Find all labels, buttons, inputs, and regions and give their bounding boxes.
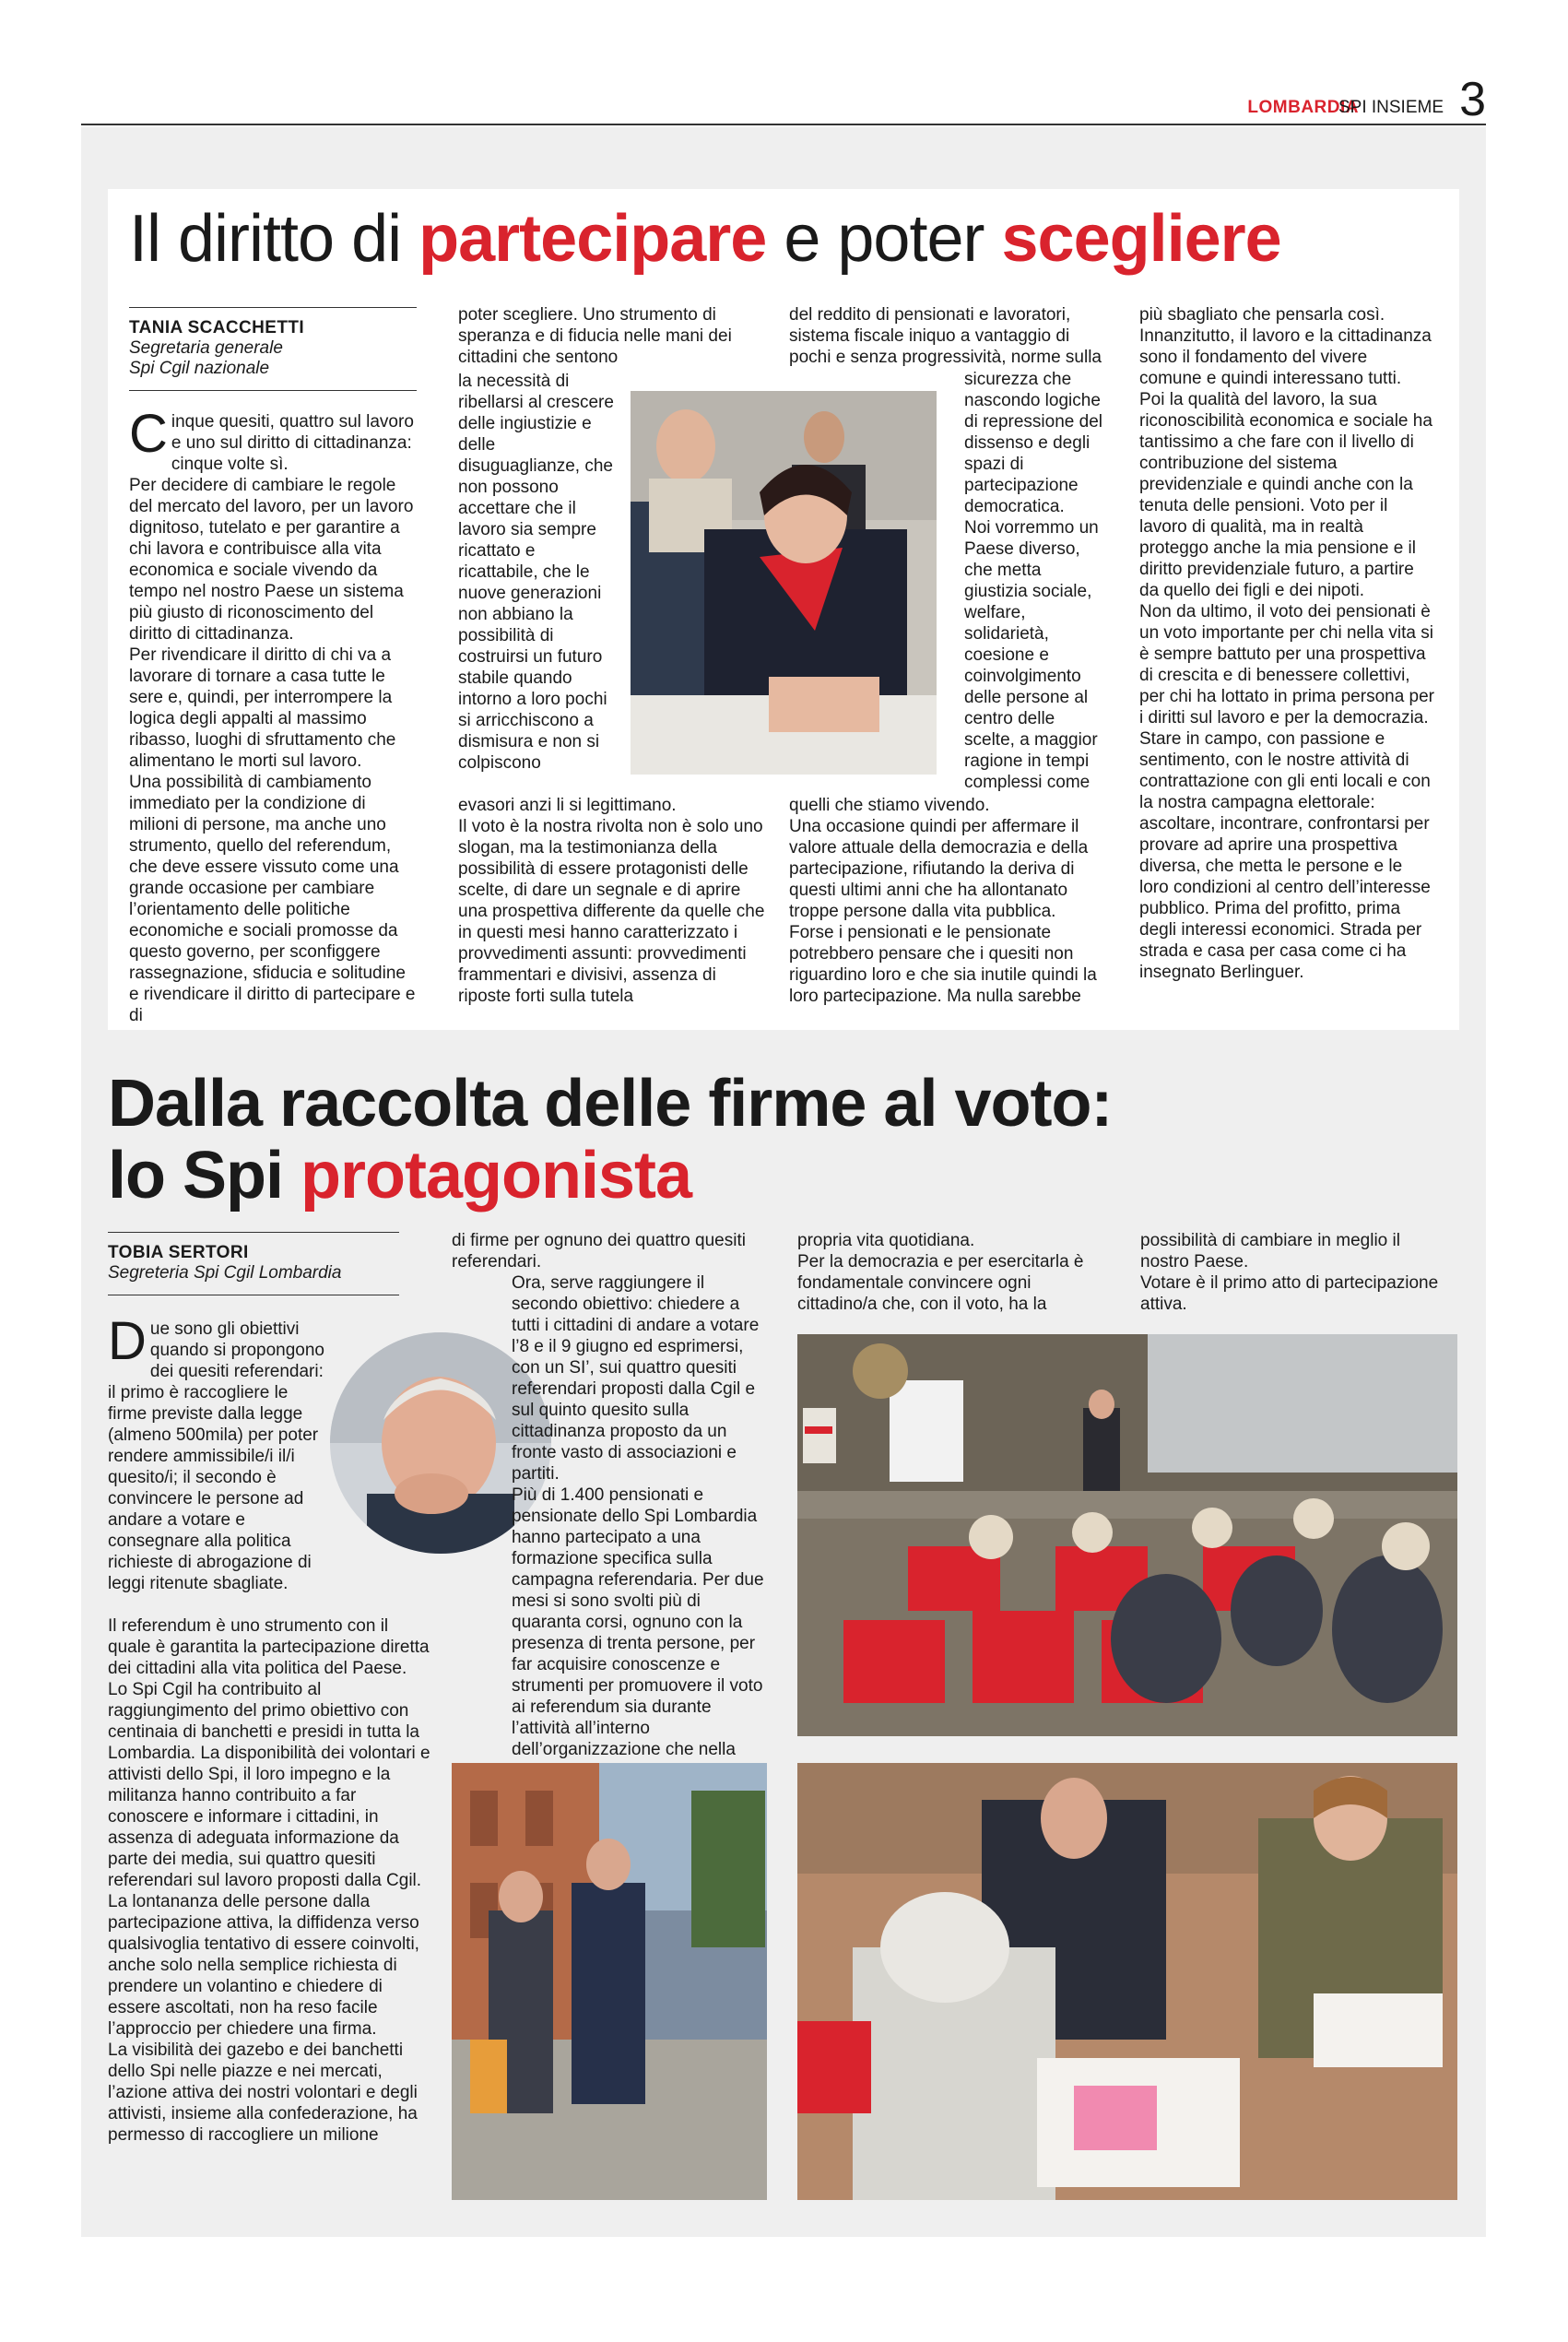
paragraph: Per decidere di cambiare le regole del mercato del lavoro, per un lavoro dignitoso, tutelato e per garantire a chi lavora e contribuisce alla vita economica e sociale vivendo da tempo nel nostro Paese un sistema più giusto di riconoscimento del diritto di cittadinanza. bbox=[129, 476, 414, 644]
paragraph: sicurezza che nascondo logiche di repressione del dissenso e degli spazi di partecipazione democratica. bbox=[964, 370, 1102, 516]
article1-column-3-narrow bbox=[964, 369, 1102, 793]
paragraph: Poi la qualità del lavoro, la sua riconoscibilità economica e sociale ha tantissimo a che fare con il livello di contribuzione del sistema previdenziale e quindi anche con la tenuta delle pensioni. Voto per il lavoro di qualità, ma in realtà proteggo anche la mia pensione e il diritto previdenziale futuro, a partire da quello dei figli e dei nipoti. bbox=[1139, 390, 1432, 600]
article2-byline bbox=[108, 1232, 399, 1295]
drop-cap: D bbox=[108, 1311, 147, 1371]
page-header bbox=[81, 72, 1486, 125]
article2-headline: Dalla raccolta delle firme al voto: lo Spi protagonista bbox=[108, 1067, 1113, 1212]
paragraph: Cinque quesiti, quattro sul lavoro e uno sul diritto di cittadinanza: cinque volte sì. bbox=[129, 404, 414, 474]
paragraph: Per rivendicare il diritto di chi va a lavorare di tornare a casa tutte le sere e, quindi, per interrompere la logica degli appalti al massimo ribasso, luoghi di sfruttamento che alimentano le morti sul lavoro. bbox=[129, 645, 396, 771]
article1-column-3-bottom bbox=[789, 795, 1102, 1007]
article1-byline bbox=[129, 307, 417, 391]
region-label: LOMBARDIA bbox=[1247, 98, 1359, 117]
article1-column-3 bbox=[789, 304, 1102, 368]
drop-cap: C bbox=[129, 404, 168, 464]
paragraph: Per la democrazia e per esercitarla è fondamentale convincere ogni cittadino/a che, con il voto, ha la bbox=[797, 1252, 1084, 1314]
photo-reading-leaflet bbox=[797, 1763, 1457, 2200]
article1-column-2-bottom bbox=[458, 795, 772, 1007]
paragraph: Una occasione quindi per affermare il valore attuale della democrazia e della partecipazione, rifiutando la deriva di questi ultimi anni che ha allontanato troppe persone dalla vita pubblica. bbox=[789, 817, 1089, 921]
article2-column-4 bbox=[1140, 1230, 1444, 1315]
article2-column-3 bbox=[797, 1230, 1102, 1315]
article2-column-1-byline bbox=[108, 1232, 399, 1312]
article1-column-1 bbox=[129, 307, 417, 1026]
author-name: TOBIA SERTORI bbox=[108, 1243, 249, 1262]
photo-street-canvassing bbox=[452, 1763, 767, 2200]
article2-column-2 bbox=[452, 1230, 765, 1272]
article2-column-1-narrow bbox=[108, 1311, 331, 1594]
paragraph: La lontananza delle persone dalla partecipazione attiva, la diffidenza verso qualsivoglia tentativo di essere coinvolti, anche solo nella semplice richiesta di prendere un volantino e chiedere di essere ascoltati, non ha reso facile l’approccio per chiedere una firma. bbox=[108, 1892, 419, 2039]
page-number: 3 bbox=[1459, 73, 1486, 126]
paragraph: di firme per ognuno dei quattro quesiti referendari. bbox=[452, 1231, 746, 1272]
paragraph: quelli che stiamo vivendo. bbox=[789, 796, 990, 815]
paragraph: Due sono gli obiettivi quando si propongono dei quesiti referendari: il primo è raccogliere le firme previste dalla legge (almeno 500mila) per poter rendere ammissibile/i il/i quesito/i; il secondo è convincere le persone ad andare a votare e consegnare alla politica richieste di abrogazione di leggi ritenute sbagliate. bbox=[108, 1311, 324, 1593]
paragraph: possibilità di cambiare in meglio il nostro Paese. bbox=[1140, 1231, 1400, 1272]
author-role: Segreteria Spi Cgil Lombardia bbox=[108, 1263, 342, 1283]
paragraph: la necessità di ribellarsi al crescere delle ingiustizie e delle disuguaglianze, che non possono accettare che il lavoro sia sempre ricattato e ricattabile, che le nuove generazioni non abbiano la possibilità di costruirsi un futuro stabile quando intorno a loro pochi si arricchiscono a dismisura e non si colpiscono bbox=[458, 372, 614, 773]
article1-headline: Il diritto di partecipare e poter scegliere bbox=[129, 202, 1281, 276]
paragraph: Noi vorremmo un Paese diverso, che metta giustizia sociale, welfare, solidarietà, coesione e coinvolgimento delle persone al centro delle scelte, a maggior ragione in tempi complessi come bbox=[964, 518, 1099, 792]
paragraph: Una possibilità di cambiamento immediato per la condizione di milioni di persone, ma anche uno strumento, quello del referendum, che deve essere vissuto come una grande occasione per cambiare l’orientamento delle politiche economiche e sociali promosse da questo governo, per sconfiggere rassegnazione, sfiducia e solitudine e rivendicare il diritto di partecipare e di bbox=[129, 773, 416, 1025]
photo-woman-signing bbox=[631, 391, 937, 775]
publication-name: SPI INSIEME bbox=[1338, 98, 1444, 117]
paragraph: più sbagliato che pensarla così. Innanzitutto, il lavoro e la cittadinanza sono il fondamento del vivere comune e quindi interessano tutti. bbox=[1139, 305, 1432, 388]
article1-column-4 bbox=[1139, 304, 1434, 983]
author-role: Segretaria generale bbox=[129, 338, 283, 358]
article1-column-2-narrow bbox=[458, 371, 619, 774]
paragraph: Forse i pensionati e le pensionate potrebbero pensare che i quesiti non riguardino loro e che sia inutile quindi la loro partecipazione. Ma nulla sarebbe bbox=[789, 923, 1097, 1006]
article2-column-2-indented bbox=[512, 1272, 765, 1760]
article1-column-2 bbox=[458, 304, 772, 368]
paragraph: Il voto è la nostra rivolta non è solo uno slogan, ma la testimonianza della possibilità di essere protagonisti delle scelte, di dare un segnale e di aprire una prospettiva differente da quelle che in questi mesi hanno caratterizzato i provvedimenti assunti: provvedimenti frammentari e divisivi, assenza di riposte forti sulla tutela bbox=[458, 817, 765, 1006]
paragraph: del reddito di pensionati e lavoratori, sistema fiscale iniquo a vantaggio di pochi e senza progressività, norme sulla bbox=[789, 305, 1102, 367]
paragraph: Più di 1.400 pensionati e pensionate dello Spi Lombardia hanno partecipato a una formazione specifica sulla campagna referendaria. Per due mesi si sono svolti più di quaranta corsi, ognuno con la presenza di trenta persone, per far acquisire conoscenze e strumenti per promuovere il voto ai referendum sia durante l’attività all’interno dell’organizzazione che nella bbox=[512, 1485, 764, 1759]
author-name: TANIA SCACCHETTI bbox=[129, 318, 305, 337]
paragraph: La visibilità dei gazebo e dei banchetti dello Spi nelle piazze e nei mercati, l’azione attiva dei nostri volontari e degli attivisti, insieme alla confederazione, ha permesso di raccogliere un milione bbox=[108, 2040, 418, 2145]
author-role: Spi Cgil nazionale bbox=[129, 359, 270, 378]
paragraph: Non da ultimo, il voto dei pensionati è un voto importante per chi nella vita si è sempre battuto per una prospettiva di crescita e di benessere collettivi, per chi ha lottato in prima persona per i diritti sul lavoro e per la democrazia. bbox=[1139, 602, 1435, 727]
paragraph: Stare in campo, con passione e sentimento, con le nostre attività di contrattazione con gli enti locali e con la nostra campagna elettorale: ascoltare, incontrare, confrontarsi per provare ad aprire una prospettiva diversa, che metta le persone e le loro condizioni al centro dell’interesse pubblico. Prima del profitto, prima degli interessi economici. Strada per strada e casa per casa come ci ha insegnato Berlinguer. bbox=[1139, 729, 1431, 982]
photo-conference-room bbox=[797, 1334, 1457, 1736]
paragraph: Votare è il primo atto di partecipazione attiva. bbox=[1140, 1273, 1439, 1314]
paragraph: propria vita quotidiana. bbox=[797, 1231, 975, 1250]
paragraph: evasori anzi li si legittimano. bbox=[458, 796, 677, 815]
article2-column-1 bbox=[108, 1615, 430, 2146]
paragraph: Ora, serve raggiungere il secondo obiettivo: chiedere a tutti i cittadini di andare a votare l’8 e il 9 giugno ed esprimersi, con un SI’, sui quattro quesiti referendari proposti dalla Cgil e sul quinto quesito sulla cittadinanza proposto da un fronte vasto di associazioni e partiti. bbox=[512, 1273, 760, 1484]
paragraph: Lo Spi Cgil ha contribuito al raggiungimento del primo obiettivo con centinaia di banchetti e presidi in tutta la Lombardia. La disponibilità dei volontari e attivisti dello Spi, il loro impegno e la militanza hanno contribuito a far conoscere e informare i cittadini, in assenza di adeguata informazione da parte dei media, sui quattro quesiti referendari sul lavoro proposti dalla Cgil. bbox=[108, 1680, 430, 1890]
paragraph: Il referendum è uno strumento con il quale è garantita la partecipazione diretta dei cittadini alla vita politica del Paese. bbox=[108, 1616, 430, 1678]
paragraph: poter scegliere. Uno strumento di speranza e di fiducia nelle mani dei cittadini che sentono bbox=[458, 305, 732, 367]
